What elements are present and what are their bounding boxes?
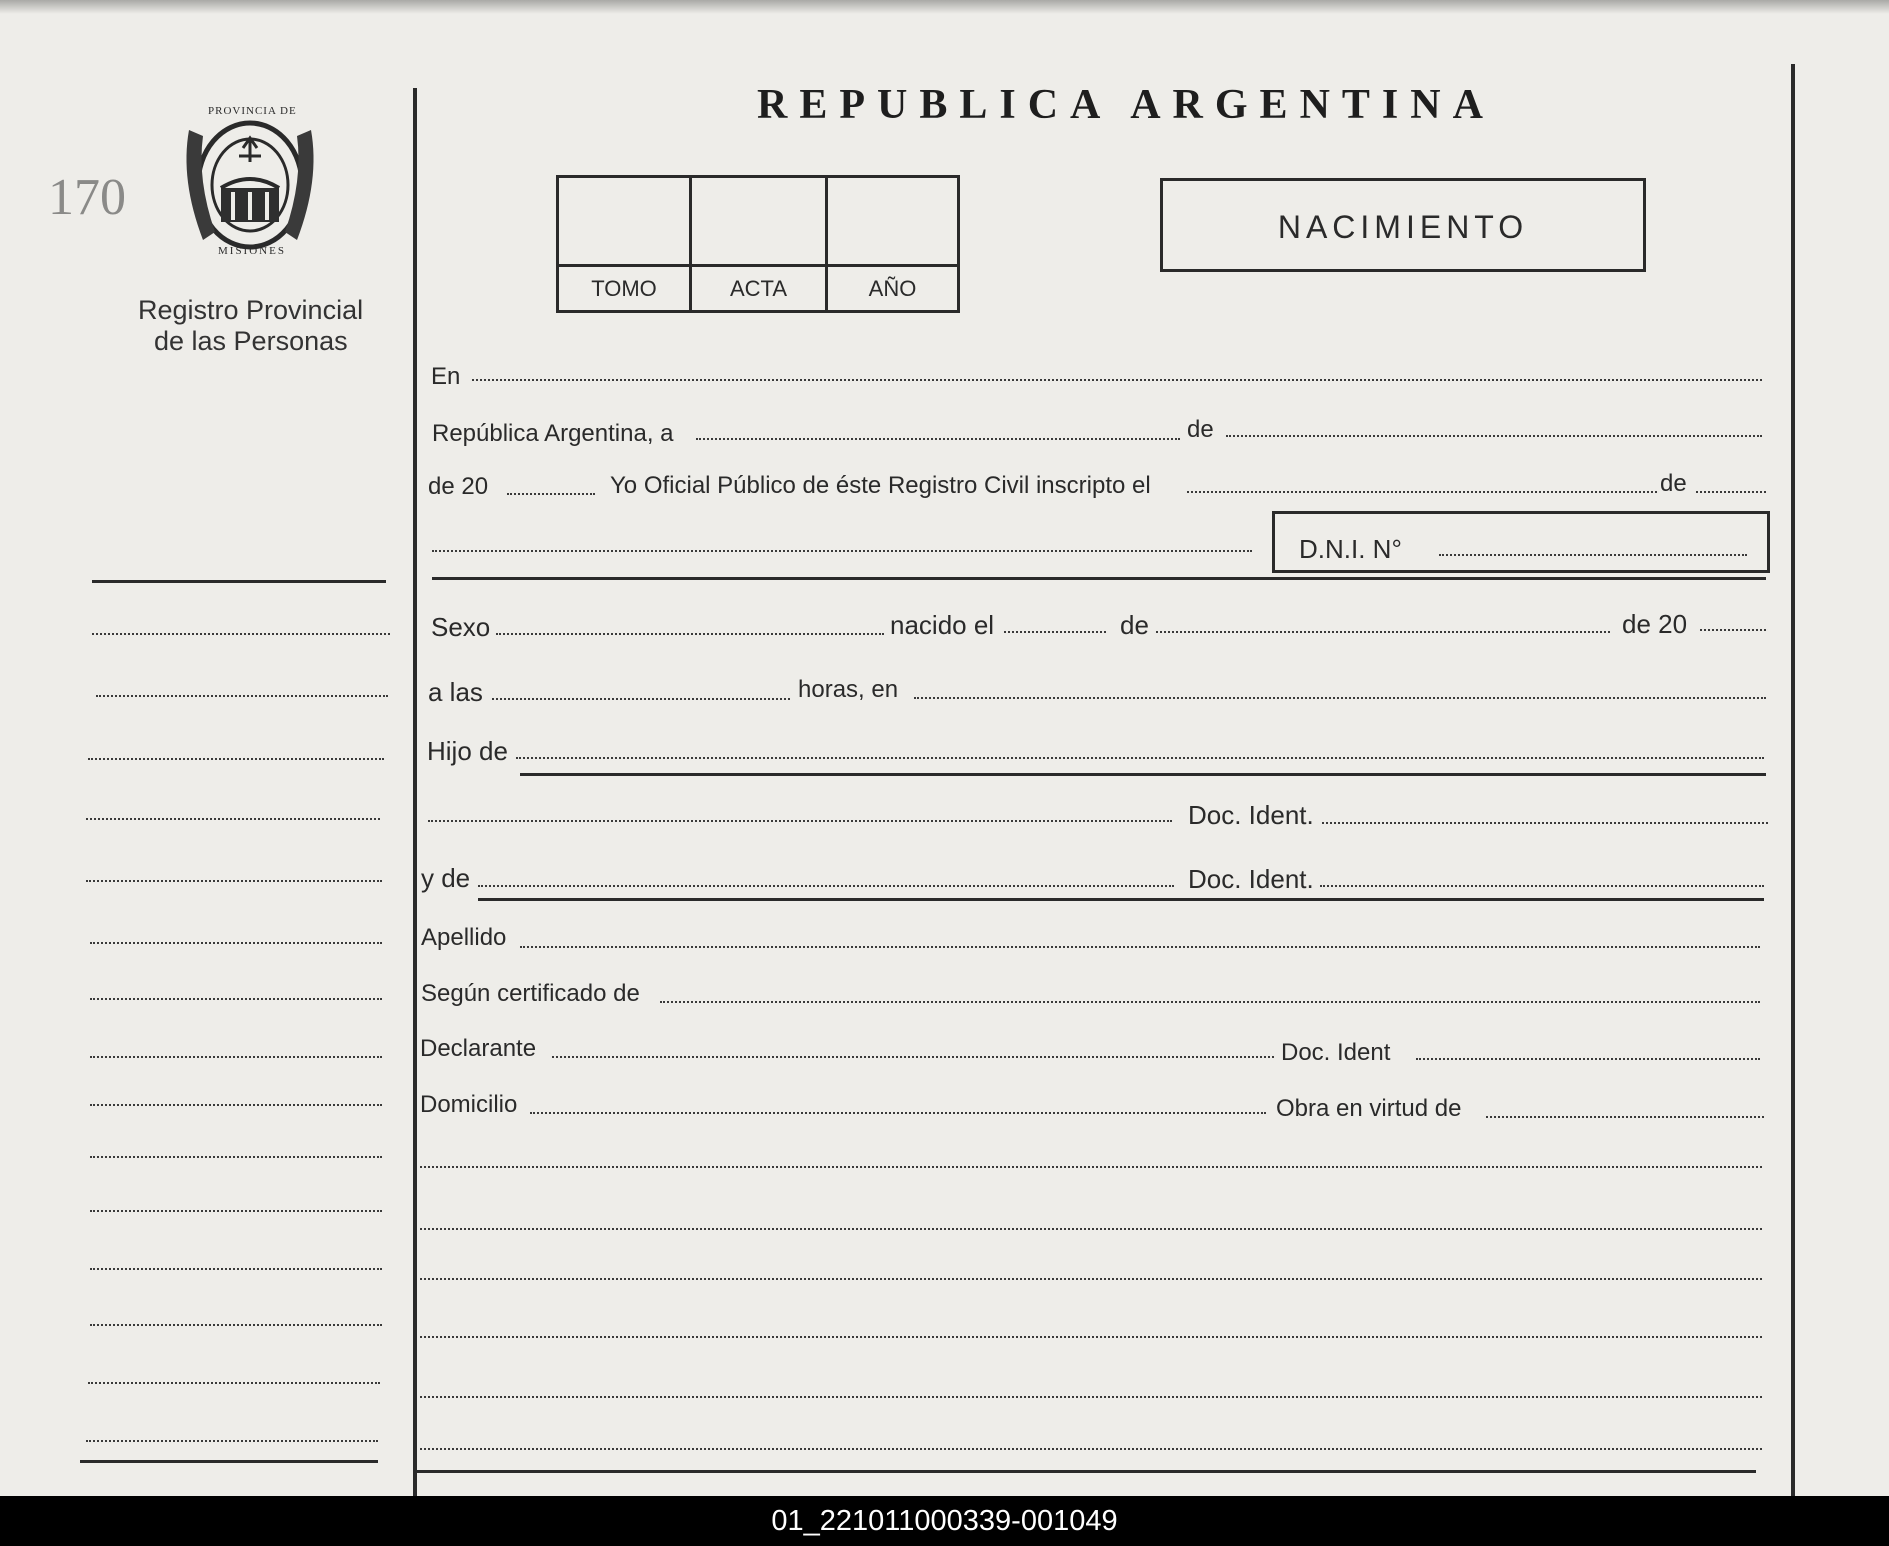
birth-year-field[interactable] — [1700, 629, 1766, 631]
margin-line[interactable] — [90, 1104, 382, 1106]
de20-label-2: de 20 — [1622, 609, 1688, 639]
margin-bottom-rule — [80, 1460, 378, 1463]
mother-name-field[interactable] — [478, 885, 1174, 887]
margin-line[interactable] — [90, 1056, 382, 1058]
stamp-number: 170 — [48, 169, 126, 226]
notes-line[interactable] — [420, 1448, 1762, 1450]
form-bottom-rule — [416, 1470, 1756, 1473]
father-name-field[interactable] — [516, 757, 1764, 759]
year-field[interactable] — [507, 493, 595, 495]
hour-field[interactable] — [492, 698, 790, 700]
ano-label: AÑO — [868, 276, 917, 301]
record-type-label: NACIMIENTO — [1277, 209, 1529, 245]
declarante-label: Declarante — [420, 1035, 537, 1062]
margin-line[interactable] — [88, 1382, 380, 1384]
sexo-label: Sexo — [431, 612, 491, 642]
domicilio-label: Domicilio — [420, 1091, 518, 1118]
notes-line[interactable] — [420, 1278, 1762, 1280]
father-rule — [520, 773, 1766, 776]
apellido-label: Apellido — [421, 924, 507, 951]
ano-field[interactable] — [828, 178, 957, 264]
margin-line[interactable] — [90, 998, 382, 1000]
left-margin-line — [413, 88, 417, 1496]
page-title: REPUBLICA ARGENTINA — [757, 82, 1495, 128]
republica-label: República Argentina, a — [432, 420, 674, 447]
margin-line[interactable] — [90, 1210, 382, 1212]
a-las-label: a las — [428, 677, 483, 707]
domicilio-field[interactable] — [530, 1112, 1266, 1114]
hijo-de-label: Hijo de — [427, 736, 508, 766]
dni-box — [1272, 511, 1770, 573]
dni-label: D.N.I. N° — [1299, 534, 1402, 564]
margin-line[interactable] — [92, 633, 390, 635]
y-de-label: y de — [421, 863, 471, 893]
inscripto-field[interactable] — [1187, 491, 1657, 493]
doc-ident-label-2: Doc. Ident. — [1188, 864, 1314, 894]
father-name-cont-field[interactable] — [428, 820, 1172, 822]
de-label-2: de — [1660, 470, 1687, 497]
certificado-field[interactable] — [660, 1001, 1760, 1003]
margin-line[interactable] — [86, 880, 382, 882]
record-number-box — [556, 175, 960, 313]
margin-line[interactable] — [90, 1156, 382, 1158]
horas-en-label: horas, en — [798, 676, 899, 703]
father-doc-field[interactable] — [1322, 822, 1768, 824]
margin-top-rule — [92, 580, 386, 583]
mother-doc-field[interactable] — [1320, 885, 1764, 887]
registry-name-line1: Registro Provincial — [138, 295, 364, 325]
inscripto-month-field[interactable] — [1696, 491, 1766, 493]
emblem-text-bottom: MISIONES — [218, 245, 286, 257]
margin-line[interactable] — [96, 695, 388, 697]
de-label: de — [1187, 416, 1214, 443]
nacido-label: nacido el — [890, 610, 995, 640]
apellido-field[interactable] — [520, 946, 1760, 948]
de-label-3: de — [1120, 610, 1149, 640]
notes-line[interactable] — [420, 1228, 1762, 1230]
month-field[interactable] — [1226, 435, 1762, 437]
acta-label: ACTA — [729, 276, 788, 301]
margin-line[interactable] — [90, 1268, 382, 1270]
acta-field[interactable] — [692, 178, 825, 264]
record-type-box — [1160, 178, 1646, 272]
notes-line[interactable] — [420, 1166, 1762, 1168]
dni-field[interactable] — [1439, 554, 1747, 556]
section-rule — [432, 577, 1766, 580]
scan-edge-shadow — [0, 0, 1889, 14]
scan-id: 01_221011000339-001049 — [771, 1505, 1118, 1537]
doc-ident-label-3: Doc. Ident — [1281, 1039, 1391, 1066]
right-border-line — [1791, 64, 1795, 1496]
segun-label: Según certificado de — [421, 980, 640, 1007]
notes-line[interactable] — [420, 1336, 1762, 1338]
margin-line[interactable] — [86, 818, 380, 820]
margin-line[interactable] — [90, 1324, 382, 1326]
doc-ident-label-1: Doc. Ident. — [1188, 800, 1314, 830]
obra-label: Obra en virtud de — [1276, 1095, 1462, 1122]
sexo-field[interactable] — [496, 633, 884, 635]
margin-line[interactable] — [86, 1440, 378, 1442]
notes-line[interactable] — [420, 1396, 1762, 1398]
declarante-field[interactable] — [552, 1056, 1274, 1058]
registry-name-line2: de las Personas — [154, 326, 348, 356]
birth-place-field[interactable] — [914, 697, 1766, 699]
officer-name-field[interactable] — [432, 550, 1252, 552]
margin-line[interactable] — [90, 942, 382, 944]
oficial-label: Yo Oficial Público de éste Registro Civil inscripto el — [610, 472, 1151, 499]
birth-month-field[interactable] — [1156, 631, 1610, 633]
declarante-doc-field[interactable] — [1416, 1058, 1760, 1060]
tomo-field[interactable] — [559, 178, 689, 264]
emblem-text-top: PROVINCIA DE — [208, 105, 297, 117]
day-field[interactable] — [696, 438, 1180, 440]
de20-label: de 20 — [428, 473, 489, 500]
obra-field[interactable] — [1486, 1116, 1764, 1118]
tomo-label: TOMO — [591, 276, 657, 301]
en-field[interactable] — [472, 379, 1762, 381]
mother-rule — [478, 898, 1764, 901]
en-label: En — [431, 363, 461, 390]
margin-line[interactable] — [88, 758, 384, 760]
birth-day-field[interactable] — [1004, 631, 1106, 633]
scan-id-bar — [0, 1496, 1889, 1546]
